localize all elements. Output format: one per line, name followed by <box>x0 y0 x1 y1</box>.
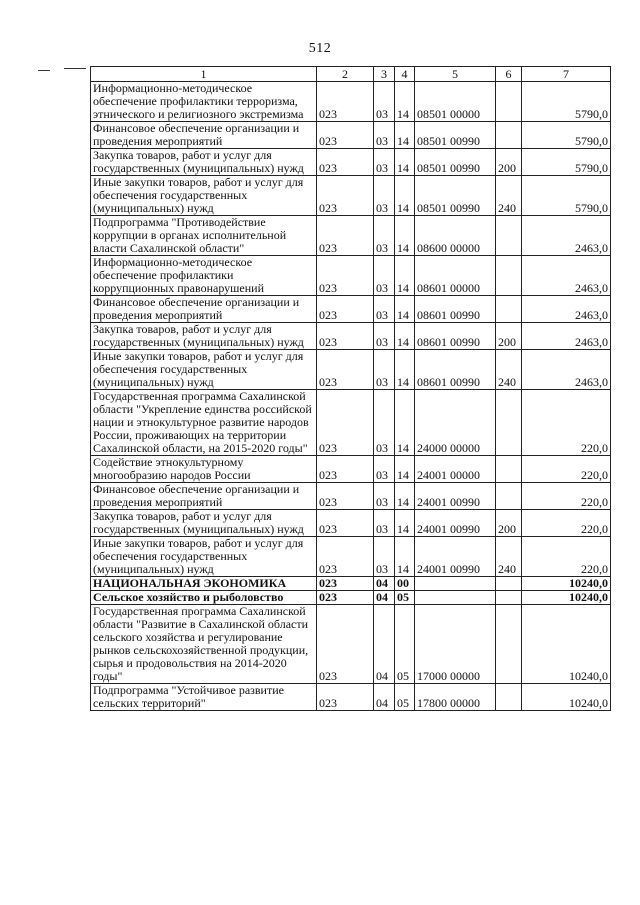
row-amount: 220,0 <box>522 390 611 456</box>
row-admin-code: 023 <box>317 176 374 216</box>
row-target-article: 08600 00000 <box>415 216 496 256</box>
row-subsection: 14 <box>395 323 415 350</box>
row-name: Информационно-методическое обеспечение профилактики коррупционных правонарушений <box>91 256 317 296</box>
row-expense-type <box>496 591 522 605</box>
table-row <box>91 605 611 684</box>
row-target-article: 24001 00990 <box>415 510 496 537</box>
row-admin-code: 023 <box>317 350 374 390</box>
row-amount: 2463,0 <box>522 216 611 256</box>
row-subsection: 14 <box>395 149 415 176</box>
row-name: Сельское хозяйство и рыболовство <box>91 591 317 605</box>
row-admin-code: 023 <box>317 591 374 605</box>
row-subsection: 14 <box>395 82 415 122</box>
margin-mark-right <box>64 68 86 69</box>
row-section: 03 <box>374 537 395 577</box>
row-section: 03 <box>374 216 395 256</box>
table-row <box>91 684 611 711</box>
row-subsection: 14 <box>395 216 415 256</box>
table-header-row <box>91 67 611 82</box>
row-amount: 5790,0 <box>522 149 611 176</box>
row-target-article: 08601 00990 <box>415 296 496 323</box>
row-name: НАЦИОНАЛЬНАЯ ЭКОНОМИКА <box>91 577 317 591</box>
row-target-article: 24001 00990 <box>415 483 496 510</box>
table-row <box>91 122 611 149</box>
row-section: 04 <box>374 577 395 591</box>
table-row <box>91 82 611 122</box>
row-name: Государственная программа Сахалинской области "Укрепление единства российской нации и этнокультурное развитие народов России, проживающих на территории Сахалинской области, на 2015-2020 годы" <box>91 390 317 456</box>
row-expense-type: 240 <box>496 537 522 577</box>
row-admin-code: 023 <box>317 149 374 176</box>
row-target-article: 08601 00990 <box>415 323 496 350</box>
row-target-article: 24000 00000 <box>415 390 496 456</box>
table-row <box>91 390 611 456</box>
row-section: 04 <box>374 605 395 684</box>
row-name: Содействие этнокультурному многообразию народов России <box>91 456 317 483</box>
row-section: 03 <box>374 483 395 510</box>
table-body <box>91 82 611 711</box>
row-target-article: 17800 00000 <box>415 684 496 711</box>
row-subsection: 14 <box>395 296 415 323</box>
header-col-4: 4 <box>395 67 415 82</box>
row-target-article <box>415 577 496 591</box>
row-amount: 2463,0 <box>522 256 611 296</box>
row-target-article <box>415 591 496 605</box>
row-name: Иные закупки товаров, работ и услуг для обеспечения государственных (муниципальных) нужд <box>91 537 317 577</box>
header-col-6: 6 <box>496 67 522 82</box>
row-name: Финансовое обеспечение организации и проведения мероприятий <box>91 122 317 149</box>
row-expense-type <box>496 216 522 256</box>
row-name: Иные закупки товаров, работ и услуг для обеспечения государственных (муниципальных) нужд <box>91 350 317 390</box>
row-subsection: 00 <box>395 577 415 591</box>
row-amount: 2463,0 <box>522 350 611 390</box>
header-col-1: 1 <box>91 67 317 82</box>
table-row <box>91 350 611 390</box>
row-target-article: 24001 00000 <box>415 456 496 483</box>
row-expense-type <box>496 122 522 149</box>
row-section: 04 <box>374 684 395 711</box>
row-subsection: 14 <box>395 176 415 216</box>
row-section: 03 <box>374 296 395 323</box>
row-target-article: 08601 00000 <box>415 256 496 296</box>
row-expense-type: 240 <box>496 350 522 390</box>
row-expense-type <box>496 456 522 483</box>
table-row <box>91 537 611 577</box>
row-admin-code: 023 <box>317 684 374 711</box>
header-col-2: 2 <box>317 67 374 82</box>
row-name: Иные закупки товаров, работ и услуг для обеспечения государственных (муниципальных) нужд <box>91 176 317 216</box>
row-subsection: 14 <box>395 390 415 456</box>
row-name: Финансовое обеспечение организации и проведения мероприятий <box>91 296 317 323</box>
row-section: 03 <box>374 350 395 390</box>
row-amount: 10240,0 <box>522 605 611 684</box>
row-subsection: 14 <box>395 510 415 537</box>
row-section: 03 <box>374 323 395 350</box>
row-amount: 220,0 <box>522 483 611 510</box>
row-expense-type: 240 <box>496 176 522 216</box>
row-expense-type <box>496 483 522 510</box>
row-section: 03 <box>374 510 395 537</box>
row-expense-type <box>496 605 522 684</box>
row-subsection: 05 <box>395 605 415 684</box>
row-name: Подпрограмма "Устойчивое развитие сельских территорий" <box>91 684 317 711</box>
row-section: 03 <box>374 390 395 456</box>
row-subsection: 14 <box>395 456 415 483</box>
row-target-article: 08501 00990 <box>415 122 496 149</box>
row-admin-code: 023 <box>317 456 374 483</box>
row-name: Финансовое обеспечение организации и проведения мероприятий <box>91 483 317 510</box>
budget-table <box>90 66 611 711</box>
row-target-article: 17000 00000 <box>415 605 496 684</box>
row-amount: 220,0 <box>522 537 611 577</box>
table-row <box>91 483 611 510</box>
row-subsection: 14 <box>395 483 415 510</box>
row-admin-code: 023 <box>317 605 374 684</box>
row-amount: 220,0 <box>522 510 611 537</box>
row-name: Информационно-методическое обеспечение профилактики терроризма, этнического и религиозного экстремизма <box>91 82 317 122</box>
row-admin-code: 023 <box>317 323 374 350</box>
row-expense-type <box>496 390 522 456</box>
row-target-article: 08501 00990 <box>415 176 496 216</box>
row-section: 03 <box>374 256 395 296</box>
row-target-article: 08501 00000 <box>415 82 496 122</box>
table-row <box>91 216 611 256</box>
row-name: Закупка товаров, работ и услуг для государственных (муниципальных) нужд <box>91 510 317 537</box>
row-admin-code: 023 <box>317 256 374 296</box>
row-admin-code: 023 <box>317 537 374 577</box>
row-expense-type <box>496 256 522 296</box>
row-name: Закупка товаров, работ и услуг для государственных (муниципальных) нужд <box>91 149 317 176</box>
row-admin-code: 023 <box>317 296 374 323</box>
row-name: Государственная программа Сахалинской области "Развитие в Сахалинской области сельского хозяйства и регулирование рынков сельскохозяйственной продукции, сырья и продовольствия на 2014-2020 годы" <box>91 605 317 684</box>
row-name: Закупка товаров, работ и услуг для государственных (муниципальных) нужд <box>91 323 317 350</box>
table-row <box>91 296 611 323</box>
row-admin-code: 023 <box>317 82 374 122</box>
row-target-article: 08601 00990 <box>415 350 496 390</box>
row-target-article: 08501 00990 <box>415 149 496 176</box>
header-col-3: 3 <box>374 67 395 82</box>
row-amount: 10240,0 <box>522 684 611 711</box>
margin-mark-left <box>38 70 50 71</box>
row-amount: 5790,0 <box>522 176 611 216</box>
table-row <box>91 456 611 483</box>
table-row <box>91 591 611 605</box>
row-subsection: 05 <box>395 684 415 711</box>
table-row <box>91 256 611 296</box>
row-section: 03 <box>374 122 395 149</box>
row-subsection: 14 <box>395 537 415 577</box>
row-admin-code: 023 <box>317 390 374 456</box>
table-row <box>91 176 611 216</box>
table-row <box>91 510 611 537</box>
row-section: 03 <box>374 456 395 483</box>
header-col-7: 7 <box>522 67 611 82</box>
header-col-5: 5 <box>415 67 496 82</box>
row-section: 04 <box>374 591 395 605</box>
row-admin-code: 023 <box>317 122 374 149</box>
row-section: 03 <box>374 176 395 216</box>
row-section: 03 <box>374 149 395 176</box>
row-amount: 220,0 <box>522 456 611 483</box>
row-subsection: 14 <box>395 350 415 390</box>
row-amount: 10240,0 <box>522 591 611 605</box>
row-admin-code: 023 <box>317 577 374 591</box>
row-subsection: 14 <box>395 256 415 296</box>
row-name: Подпрограмма "Противодействие коррупции в органах исполнительной власти Сахалинской области" <box>91 216 317 256</box>
page-number: 512 <box>308 41 332 56</box>
row-expense-type <box>496 296 522 323</box>
row-amount: 5790,0 <box>522 122 611 149</box>
row-admin-code: 023 <box>317 483 374 510</box>
row-expense-type <box>496 577 522 591</box>
row-amount: 5790,0 <box>522 82 611 122</box>
row-amount: 10240,0 <box>522 577 611 591</box>
table-row <box>91 149 611 176</box>
row-amount: 2463,0 <box>522 296 611 323</box>
row-admin-code: 023 <box>317 510 374 537</box>
table-row <box>91 577 611 591</box>
row-section: 03 <box>374 82 395 122</box>
row-subsection: 14 <box>395 122 415 149</box>
row-target-article: 24001 00990 <box>415 537 496 577</box>
row-expense-type <box>496 82 522 122</box>
row-admin-code: 023 <box>317 216 374 256</box>
row-subsection: 05 <box>395 591 415 605</box>
table-row <box>91 323 611 350</box>
row-expense-type: 200 <box>496 510 522 537</box>
row-expense-type <box>496 684 522 711</box>
row-amount: 2463,0 <box>522 323 611 350</box>
row-expense-type: 200 <box>496 149 522 176</box>
row-expense-type: 200 <box>496 323 522 350</box>
